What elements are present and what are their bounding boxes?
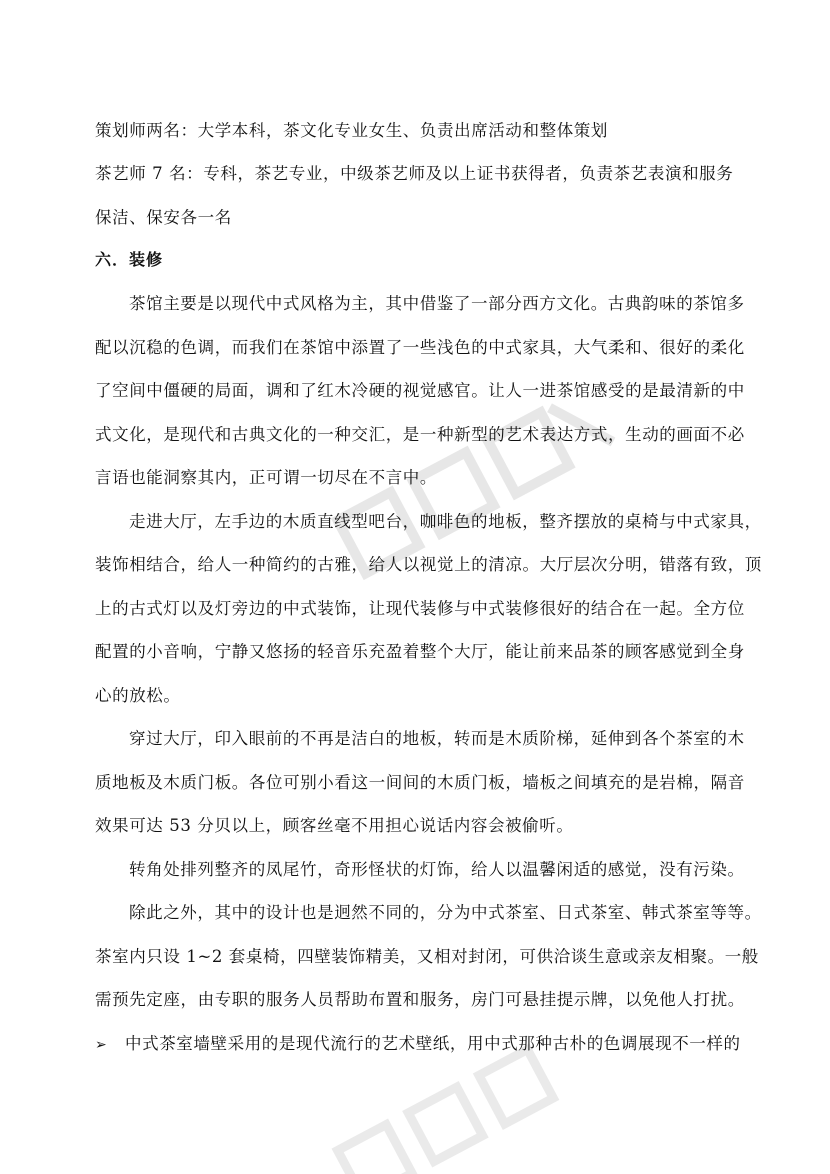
arrow-bullet-icon: ➢ xyxy=(95,1037,108,1053)
paragraph-3-line: 效果可达 53 分贝以上，顾客丝毫不用担心说话内容会被偷听。 xyxy=(95,816,574,835)
paragraph-1-line: 言语也能洞察其内，正可谓一切尽在不言中。 xyxy=(95,468,437,487)
paragraph-5-line: 茶室内只设 1~2 套桌椅，四壁装饰精美，又相对封闭，可供洽谈生意或亲友相聚。一般 xyxy=(95,947,759,966)
paragraph-3-line: 质地板及木质门板。各位可别小看这一间间的木质门板，墙板之间填充的是岩棉，隔音 xyxy=(95,773,745,792)
bullet-text: 中式茶室墙壁采用的是现代流行的艺术壁纸，用中式那种古朴的色调展现不一样的 xyxy=(125,1034,741,1053)
paragraph-2-line: 走进大厅，左手边的木质直线型吧台，咖啡色的地板，整齐摆放的桌椅与中式家具， xyxy=(129,512,762,531)
bullet-item xyxy=(95,1030,741,1054)
section-heading-decoration: 六．装修 xyxy=(95,250,164,269)
paragraph-1-line: 式文化，是现代和古典文化的一种交汇，是一种新型的艺术表达方式，生动的画面不必 xyxy=(95,425,745,444)
paragraph-2-line: 心的放松。 xyxy=(95,686,181,705)
paragraph-1-line: 配以沉稳的色调，而我们在茶馆中添置了一些浅色的中式家具，大气柔和、很好的柔化 xyxy=(95,338,745,357)
paragraph-5-line: 需预先定座，由专职的服务人员帮助布置和服务，房门可悬挂提示牌，以免他人打扰。 xyxy=(95,990,745,1009)
paragraph-5-line: 除此之外，其中的设计也是迥然不同的，分为中式茶室、日式茶室、韩式茶室等等。 xyxy=(129,903,762,922)
watermark-logo xyxy=(319,367,640,614)
paragraph-2-line: 配置的小音响，宁静又悠扬的轻音乐充盈着整个大厅，能让前来品茶的顾客感觉到全身 xyxy=(95,642,745,661)
paragraph-4-line: 转角处排列整齐的凤尾竹，奇形怪状的灯饰，给人以温馨闲适的感觉，没有污染。 xyxy=(129,860,745,879)
paragraph-3-line: 穿过大厅，印入眼前的不再是洁白的地板，转而是木质阶梯，延伸到各个茶室的木 xyxy=(129,729,745,748)
paragraph-2-line: 上的古式灯以及灯旁边的中式装饰，让现代装修与中式装修很好的结合在一起。全方位 xyxy=(95,599,745,618)
staff-cleaning-security-line: 保洁、保安各一名 xyxy=(95,208,232,227)
paragraph-2-line: 装饰相结合，给人一种简约的古雅，给人以视觉上的清凉。大厅层次分明，错落有致，顶 xyxy=(95,555,762,574)
staff-planner-line: 策划师两名：大学本科，茶文化专业女生、负责出席活动和整体策划 xyxy=(95,121,608,140)
paragraph-1-line: 了空间中僵硬的局面，调和了红木冷硬的视觉感官。让人一进茶馆感受的是最清新的中 xyxy=(95,381,745,400)
staff-tea-artist-line: 茶艺师 7 名：专科，茶艺专业，中级茶艺师及以上证书获得者，负责茶艺表演和服务 xyxy=(95,164,734,183)
paragraph-1-line: 茶馆主要是以现代中式风格为主，其中借鉴了一部分西方文化。古典韵味的茶馆多 xyxy=(129,294,745,313)
